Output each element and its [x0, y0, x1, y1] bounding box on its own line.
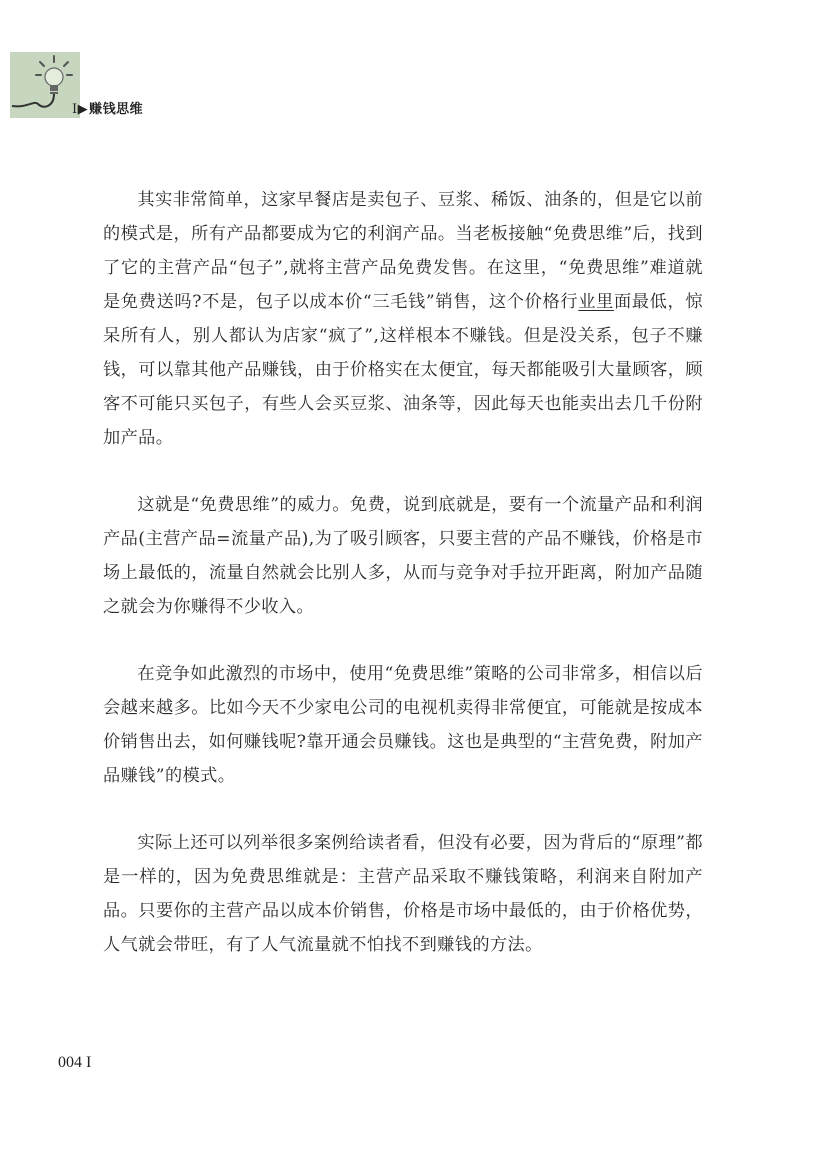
paragraph-1-text-after: 面最低，惊呆所有人，别人都认为店家“疯了”,这样根本不赚钱。但是没关系，包子不赚钱，可以靠其他产品赚钱，由于价格实在太便宜，每天都能吸引大量顾客，顾客不可能只买包子，有些人会买豆浆、油条等，因此每天也能卖出去几千份附加产品。: [103, 292, 703, 448]
lightbulb-icon: [10, 52, 80, 118]
page-number: 004 I: [58, 1054, 92, 1071]
paragraph-4: 实际上还可以列举很多案例给读者看，但没有必要，因为背后的“原理”都是一样的，因为免费思维就是：主营产品采取不赚钱策略，利润来自附加产品。只要你的主营产品以成本价销售，价格是市场中最低的，由于价格优势，人气就会带旺，有了人气流量就不怕找不到赚钱的方法。: [103, 833, 703, 955]
paragraph-1-text-before: 其实非常简单，这家早餐店是卖包子、豆浆、稀饭、油条的，但是它以前的模式是，所有产品都要成为它的利润产品。当老板接触“免费思维”后，找到了它的主营产品“包子”,就将主营产品免费发售。在这里，“免费思维”难道就是免费送吗?不是，包子以成本价“三毛钱”销售，这个价格行: [103, 190, 703, 312]
chapter-title: 赚钱思维: [89, 102, 144, 117]
chapter-marker: I▶: [72, 102, 89, 117]
paragraph-1: [103, 183, 703, 455]
lightbulb-logo: [10, 52, 80, 118]
body-text: [103, 183, 703, 995]
chapter-header: [72, 98, 143, 117]
paragraph-2: 这就是“免费思维”的威力。免费，说到底就是，要有一个流量产品和利润产品(主营产品=流量产品),为了吸引顾客，只要主营的产品不赚钱，价格是市场上最低的，流量自然就会比别人多，从而与竞争对手拉开距离，附加产品随之就会为你赚得不少收入。: [103, 495, 703, 617]
paragraph-1-underlined-text: 业里: [578, 292, 614, 312]
paragraph-3: 在竞争如此激烈的市场中，使用“免费思维”策略的公司非常多，相信以后会越来越多。比如今天不少家电公司的电视机卖得非常便宜，可能就是按成本价销售出去，如何赚钱呢?靠开通会员赚钱。这也是典型的“主营免费，附加产品赚钱”的模式。: [103, 664, 703, 786]
